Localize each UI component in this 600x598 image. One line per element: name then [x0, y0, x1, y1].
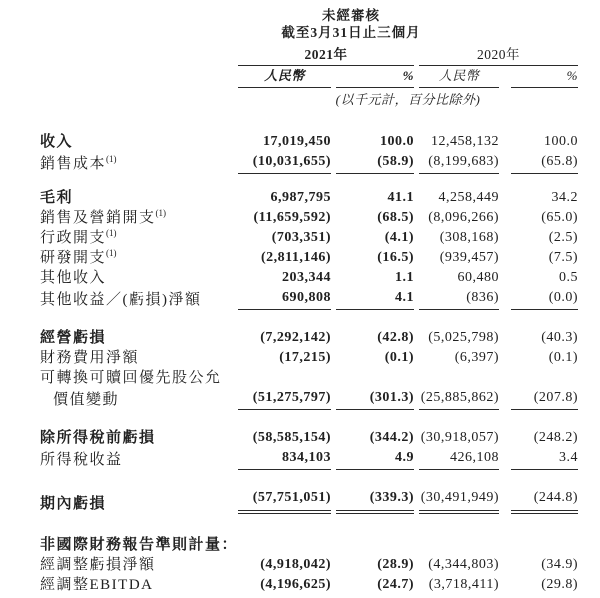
value-text: (29.8)	[541, 577, 579, 592]
value-cell	[238, 328, 331, 348]
row-label: 所得稅收益	[40, 452, 123, 468]
table-row	[40, 288, 578, 310]
value-text: (5,025,798)	[428, 330, 500, 345]
value-cell	[499, 368, 578, 388]
footnote-marker: (1)	[106, 248, 117, 258]
value-cell	[414, 575, 499, 595]
value-text: 690,808	[238, 288, 331, 310]
value-cell	[499, 388, 578, 410]
value-text: (51,275,797)	[238, 388, 331, 410]
value-text: (248.2)	[533, 430, 579, 445]
value-text: (244.8)	[511, 488, 578, 514]
period-subtitle: 截至3月31日止三個月	[281, 25, 421, 40]
table-row	[40, 448, 578, 470]
value-text: (28.9)	[377, 557, 415, 572]
value-text: (0.0)	[511, 288, 578, 310]
year-2021-group	[238, 44, 414, 66]
spacer-cell	[40, 310, 578, 328]
pct-2021-label: %	[336, 66, 414, 88]
value-cell	[499, 132, 578, 152]
value-text: 203,344	[282, 270, 332, 285]
value-text: (34.9)	[541, 557, 579, 572]
value-text: (4,344,803)	[428, 557, 500, 572]
value-text: (16.5)	[377, 250, 415, 265]
value-text: (58.9)	[336, 152, 414, 174]
row-label: 可轉換可贖回優先股公允	[40, 370, 222, 386]
year-2021-label: 2021年	[238, 45, 414, 66]
year-2020-group	[414, 44, 578, 66]
table-title-block	[102, 7, 600, 41]
value-cell	[238, 248, 331, 268]
value-text: (10,031,655)	[238, 152, 331, 174]
value-cell	[331, 248, 414, 268]
value-text: (65.0)	[541, 210, 579, 225]
value-text: 1.1	[395, 270, 415, 285]
value-cell	[331, 188, 414, 208]
value-text: 41.1	[387, 190, 415, 205]
row-label: 經調整EBITDA	[40, 577, 154, 593]
value-cell	[331, 288, 414, 310]
value-cell	[499, 248, 578, 268]
value-cell	[331, 368, 414, 388]
value-text: (8,199,683)	[419, 152, 499, 174]
pct-2021-header-cell	[331, 66, 414, 88]
value-text: (939,457)	[439, 250, 500, 265]
value-text: (207.8)	[511, 388, 578, 410]
table-row	[40, 132, 578, 152]
value-cell	[499, 555, 578, 575]
value-text: (11,659,592)	[253, 210, 332, 225]
spacer-row	[40, 514, 578, 535]
year-2020-label: 2020年	[419, 45, 578, 66]
value-cell	[238, 132, 331, 152]
value-cell	[414, 228, 499, 248]
value-text: 0.5	[559, 270, 579, 285]
value-text: (703,351)	[271, 230, 332, 245]
row-label: 銷售成本$^{(1)}$	[40, 154, 117, 172]
rmb-2021-label: 人民幣	[238, 66, 331, 88]
value-text: (339.3)	[336, 488, 414, 514]
value-text: (2.5)	[548, 230, 579, 245]
table-row	[40, 368, 578, 388]
spacer-cell	[40, 174, 578, 188]
table-row	[40, 575, 578, 595]
row-label: 經營虧損	[40, 330, 107, 346]
spacer-cell	[40, 514, 578, 535]
value-cell	[238, 535, 331, 555]
table-body	[40, 132, 578, 595]
value-text: (2,811,146)	[260, 250, 332, 265]
value-text: (30,491,949)	[419, 488, 499, 514]
footnote-marker: (1)	[155, 208, 167, 218]
footnote-marker: (1)	[106, 154, 117, 164]
header-gap-row	[40, 108, 578, 132]
row-label: 研發開支$^{(1)}$	[40, 248, 117, 266]
empty-cell	[40, 88, 238, 108]
value-cell	[414, 288, 499, 310]
value-cell	[331, 388, 414, 410]
value-text: 4,258,449	[438, 190, 500, 205]
value-cell	[414, 132, 499, 152]
table-row	[40, 228, 578, 248]
value-text: 4.9	[336, 448, 414, 470]
value-text: 100.0	[544, 134, 579, 149]
rmb-2020-header-cell	[414, 66, 499, 88]
value-text: (7.5)	[548, 250, 579, 265]
row-label: 收入	[40, 134, 74, 150]
value-cell	[331, 348, 414, 368]
row-label: 行政開支$^{(1)}$	[40, 228, 117, 246]
value-cell	[499, 188, 578, 208]
value-cell	[499, 428, 578, 448]
value-cell	[331, 208, 414, 228]
unaudited-title: 未經審核	[322, 8, 380, 23]
value-cell	[331, 448, 414, 470]
value-text: (344.2)	[369, 430, 415, 445]
value-cell	[499, 575, 578, 595]
spacer-row	[40, 310, 578, 328]
value-text: (68.5)	[377, 210, 415, 225]
spacer-row	[40, 410, 578, 428]
pct-2020-label: %	[511, 66, 578, 88]
value-text: (24.7)	[377, 577, 415, 592]
value-cell	[414, 268, 499, 288]
spacer-row	[40, 174, 578, 188]
value-text: (3,718,411)	[428, 577, 500, 592]
table-row	[40, 328, 578, 348]
value-text: (0.1)	[384, 350, 415, 365]
value-cell	[238, 268, 331, 288]
rmb-2020-label: 人民幣	[419, 66, 499, 88]
value-cell	[414, 208, 499, 228]
value-cell	[499, 288, 578, 310]
row-label: 其他收益／(虧損)淨額	[40, 292, 202, 308]
table-row	[40, 555, 578, 575]
value-text: 12,458,132	[431, 134, 500, 149]
table-row	[40, 268, 578, 288]
value-cell	[331, 328, 414, 348]
table-row	[40, 348, 578, 368]
row-label: 其他收入	[40, 270, 107, 286]
value-cell	[331, 488, 414, 514]
value-cell	[414, 428, 499, 448]
value-text: (7,292,142)	[260, 330, 332, 345]
value-cell	[499, 328, 578, 348]
value-cell	[414, 348, 499, 368]
spacer-cell	[40, 108, 578, 132]
value-text: 4.1	[336, 288, 414, 310]
value-cell	[414, 152, 499, 174]
value-cell	[499, 152, 578, 174]
value-text: (25,885,862)	[419, 388, 499, 410]
value-cell	[499, 535, 578, 555]
spacer-cell	[40, 410, 578, 428]
value-text: (301.3)	[336, 388, 414, 410]
table-row	[40, 388, 578, 410]
units-note-row	[40, 88, 578, 108]
value-cell	[499, 268, 578, 288]
value-text: (6,397)	[454, 350, 500, 365]
value-cell	[331, 535, 414, 555]
value-cell	[238, 388, 331, 410]
value-cell	[499, 488, 578, 514]
value-text: (58,585,154)	[252, 430, 332, 445]
table-row	[40, 188, 578, 208]
income-statement-table	[40, 44, 578, 595]
year-header-row	[40, 44, 578, 66]
value-cell	[331, 428, 414, 448]
value-cell	[499, 208, 578, 228]
row-label: 價值變動	[53, 392, 120, 408]
row-label: 經調整虧損淨額	[40, 557, 156, 573]
value-cell	[238, 288, 331, 310]
footnote-marker: (1)	[106, 228, 117, 238]
value-text: 100.0	[380, 134, 415, 149]
value-cell	[331, 555, 414, 575]
spacer-row	[40, 470, 578, 488]
value-cell	[238, 488, 331, 514]
value-text: 6,987,795	[270, 190, 332, 205]
row-label: 毛利	[40, 190, 74, 206]
row-label: 除所得稅前虧損	[40, 430, 156, 446]
value-cell	[238, 228, 331, 248]
table-row	[40, 208, 578, 228]
value-text: (30,918,057)	[420, 430, 500, 445]
value-text: (4.1)	[384, 230, 415, 245]
pct-2020-header-cell	[499, 66, 578, 88]
value-cell	[414, 535, 499, 555]
value-cell	[238, 555, 331, 575]
value-cell	[499, 448, 578, 470]
table-row	[40, 488, 578, 514]
row-label: 非國際財務報告準則計量：	[40, 537, 239, 553]
value-text: (308,168)	[439, 230, 500, 245]
row-label: 銷售及營銷開支$^{(1)}$	[40, 208, 167, 226]
value-cell	[331, 152, 414, 174]
value-text: (0.1)	[548, 350, 579, 365]
value-cell	[414, 488, 499, 514]
value-cell	[238, 575, 331, 595]
value-text: 834,103	[238, 448, 331, 470]
value-cell	[238, 368, 331, 388]
row-label: 期內虧損	[40, 496, 107, 512]
value-cell	[414, 555, 499, 575]
table-row	[40, 248, 578, 268]
value-text: (836)	[419, 288, 499, 310]
table-row	[40, 152, 578, 174]
value-text: 3.4	[511, 448, 578, 470]
rmb-2021-header-cell	[238, 66, 331, 88]
value-cell	[238, 348, 331, 368]
value-text: 17,019,450	[263, 134, 332, 149]
value-text: (17,215)	[279, 350, 332, 365]
value-cell	[238, 428, 331, 448]
value-cell	[414, 188, 499, 208]
value-cell	[414, 388, 499, 410]
value-cell	[238, 188, 331, 208]
value-text: (4,196,625)	[260, 577, 332, 592]
value-cell	[414, 368, 499, 388]
value-cell	[238, 208, 331, 228]
table-row	[40, 535, 578, 555]
value-cell	[331, 268, 414, 288]
value-cell	[331, 132, 414, 152]
value-cell	[238, 152, 331, 174]
empty-cell	[40, 66, 238, 88]
value-text: 34.2	[551, 190, 579, 205]
table-row	[40, 428, 578, 448]
value-text: (57,751,051)	[238, 488, 331, 514]
value-cell	[331, 575, 414, 595]
value-text: 60,480	[457, 270, 500, 285]
value-cell	[414, 328, 499, 348]
value-cell	[414, 248, 499, 268]
empty-cell	[40, 44, 238, 66]
value-text: (4,918,042)	[260, 557, 332, 572]
value-cell	[238, 448, 331, 470]
value-text: (65.8)	[511, 152, 578, 174]
value-text: 426,108	[419, 448, 499, 470]
spacer-cell	[40, 470, 578, 488]
value-cell	[499, 348, 578, 368]
value-cell	[499, 228, 578, 248]
value-text: (40.3)	[541, 330, 579, 345]
currency-header-row	[40, 66, 578, 88]
value-cell	[331, 228, 414, 248]
units-note: (以千元計，百分比除外)	[335, 92, 481, 107]
row-label: 財務費用淨額	[40, 350, 140, 366]
value-text: (8,096,266)	[428, 210, 500, 225]
value-cell	[414, 448, 499, 470]
value-text: (42.8)	[377, 330, 415, 345]
